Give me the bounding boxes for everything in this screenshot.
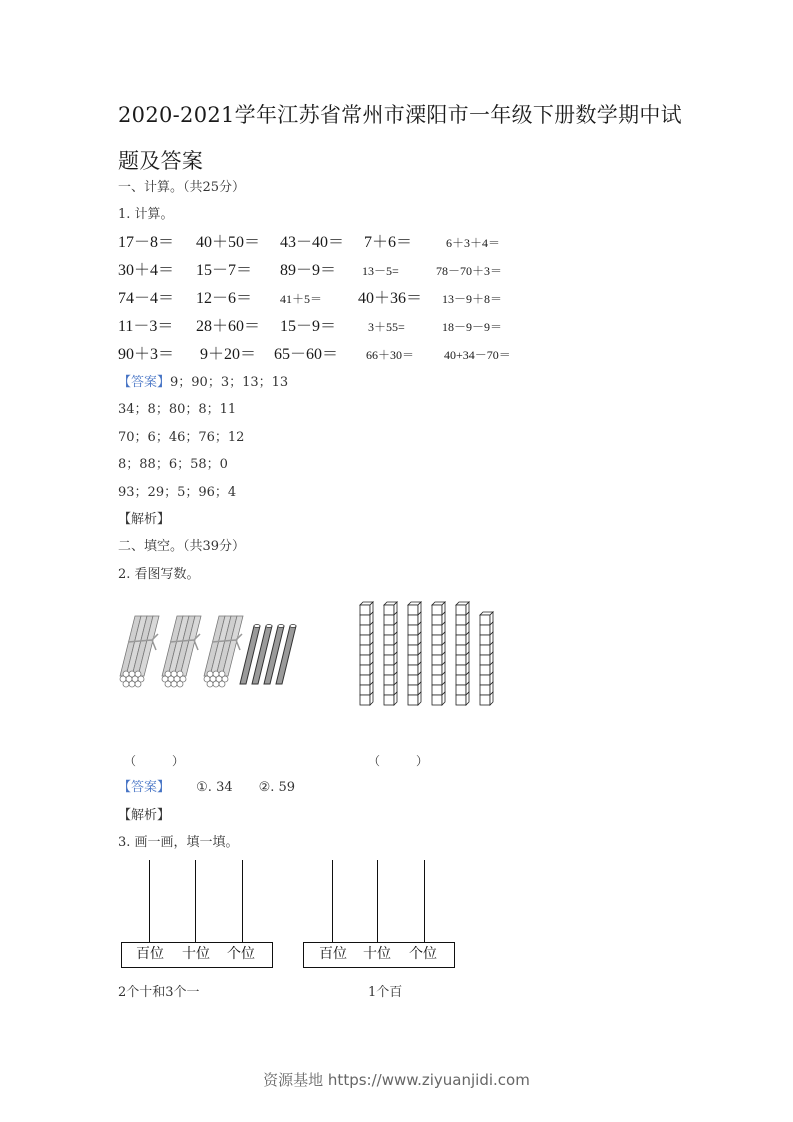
answer-line: 34；8；80；8；11: [118, 402, 237, 417]
title-line-2: 题及答案: [118, 149, 204, 173]
answer-line: 8；88；6；58；0: [118, 457, 228, 472]
question-3-label: 3. 画一画，填一填。: [118, 835, 239, 850]
calc-item: 15－7＝: [196, 262, 253, 279]
calc-item: 65－60＝: [274, 346, 339, 363]
calc-item: 13－5=: [362, 264, 399, 278]
calc-item: 40＋36＝: [358, 290, 423, 307]
calc-row: [118, 288, 548, 310]
abacus-rod-tens: [377, 860, 378, 942]
calc-item: 12－6＝: [196, 290, 253, 307]
section-2-heading: 二、填空。（共39分）: [118, 539, 246, 554]
footer-watermark: 资源基地 https://www.ziyuanjidi.com: [263, 1071, 530, 1089]
sticks-figure: [118, 612, 303, 690]
calc-item: 74－4＝: [118, 290, 175, 307]
calc-item: 15－9＝: [280, 318, 337, 335]
answer-line: [118, 374, 288, 392]
blank-right[interactable]: （ ）: [368, 754, 429, 768]
answer-marker: 【答案】: [118, 780, 171, 795]
analysis-marker: 【解析】: [118, 512, 171, 527]
calc-item: 89－9＝: [280, 262, 337, 279]
answer-text: ①. 34 ②. 59: [196, 780, 296, 795]
question-1-label: 1. 计算。: [118, 207, 174, 222]
answer-line: 70；6；46；76；12: [118, 430, 245, 445]
calc-row: [118, 344, 548, 366]
place-label-tens: 十位: [363, 946, 391, 962]
calc-row: [118, 260, 548, 282]
calc-item: 6＋3＋4＝: [446, 236, 501, 250]
abacus-right-caption: 1个百: [368, 985, 403, 1000]
calc-item: 9＋20＝: [200, 346, 257, 363]
calc-item: 13－9＋8＝: [442, 292, 503, 306]
section-1-heading: 一、计算。（共25分）: [118, 180, 246, 195]
calc-item: 17－8＝: [118, 234, 175, 251]
abacus-rod-hundreds: [149, 860, 150, 942]
calc-item: 66＋30＝: [366, 348, 415, 362]
calc-item: 41＋5＝: [280, 292, 323, 306]
calc-item: 90＋3＝: [118, 346, 175, 363]
calc-item: 28＋60＝: [196, 318, 261, 335]
calc-item: 78－70＋3＝: [436, 264, 503, 278]
calc-item: 40＋50＝: [196, 234, 261, 251]
title-line-1: 2020-2021学年江苏省常州市溧阳市一年级下册数学期中试: [118, 103, 682, 127]
calc-row: [118, 232, 548, 254]
answer-marker: 【答案】: [118, 375, 171, 390]
abacus-right: [303, 860, 455, 970]
abacus-rod-hundreds: [332, 860, 333, 942]
answer-line: 93；29；5；96；4: [118, 485, 237, 500]
answer-text: 9；90；3；13；13: [170, 375, 289, 390]
calc-item: 3＋55=: [368, 320, 405, 334]
page-title: [118, 92, 698, 184]
abacus-rod-ones: [242, 860, 243, 942]
abacus-rod-tens: [195, 860, 196, 942]
cubes-figure: [358, 596, 503, 714]
calc-item: 11－3＝: [118, 318, 174, 335]
abacus-left-caption: 2个十和3个一: [118, 985, 200, 1000]
place-label-ones: 个位: [409, 946, 437, 962]
answer-line: [118, 779, 295, 797]
place-label-hundreds: 百位: [136, 946, 164, 962]
calc-item: 30＋4＝: [118, 262, 175, 279]
calc-row: [118, 316, 548, 338]
question-2-label: 2. 看图写数。: [118, 567, 200, 582]
calc-item: 18－9－9＝: [442, 320, 503, 334]
place-label-tens: 十位: [182, 946, 210, 962]
place-label-hundreds: 百位: [319, 946, 347, 962]
calc-item: 43－40＝: [280, 234, 345, 251]
calc-item: 7＋6＝: [364, 234, 413, 251]
place-label-ones: 个位: [227, 946, 255, 962]
abacus-rod-ones: [424, 860, 425, 942]
blank-left[interactable]: （ ）: [124, 754, 185, 768]
calc-item: 40+34－70＝: [444, 348, 511, 362]
abacus-left: [121, 860, 273, 970]
analysis-marker: 【解析】: [118, 808, 171, 823]
